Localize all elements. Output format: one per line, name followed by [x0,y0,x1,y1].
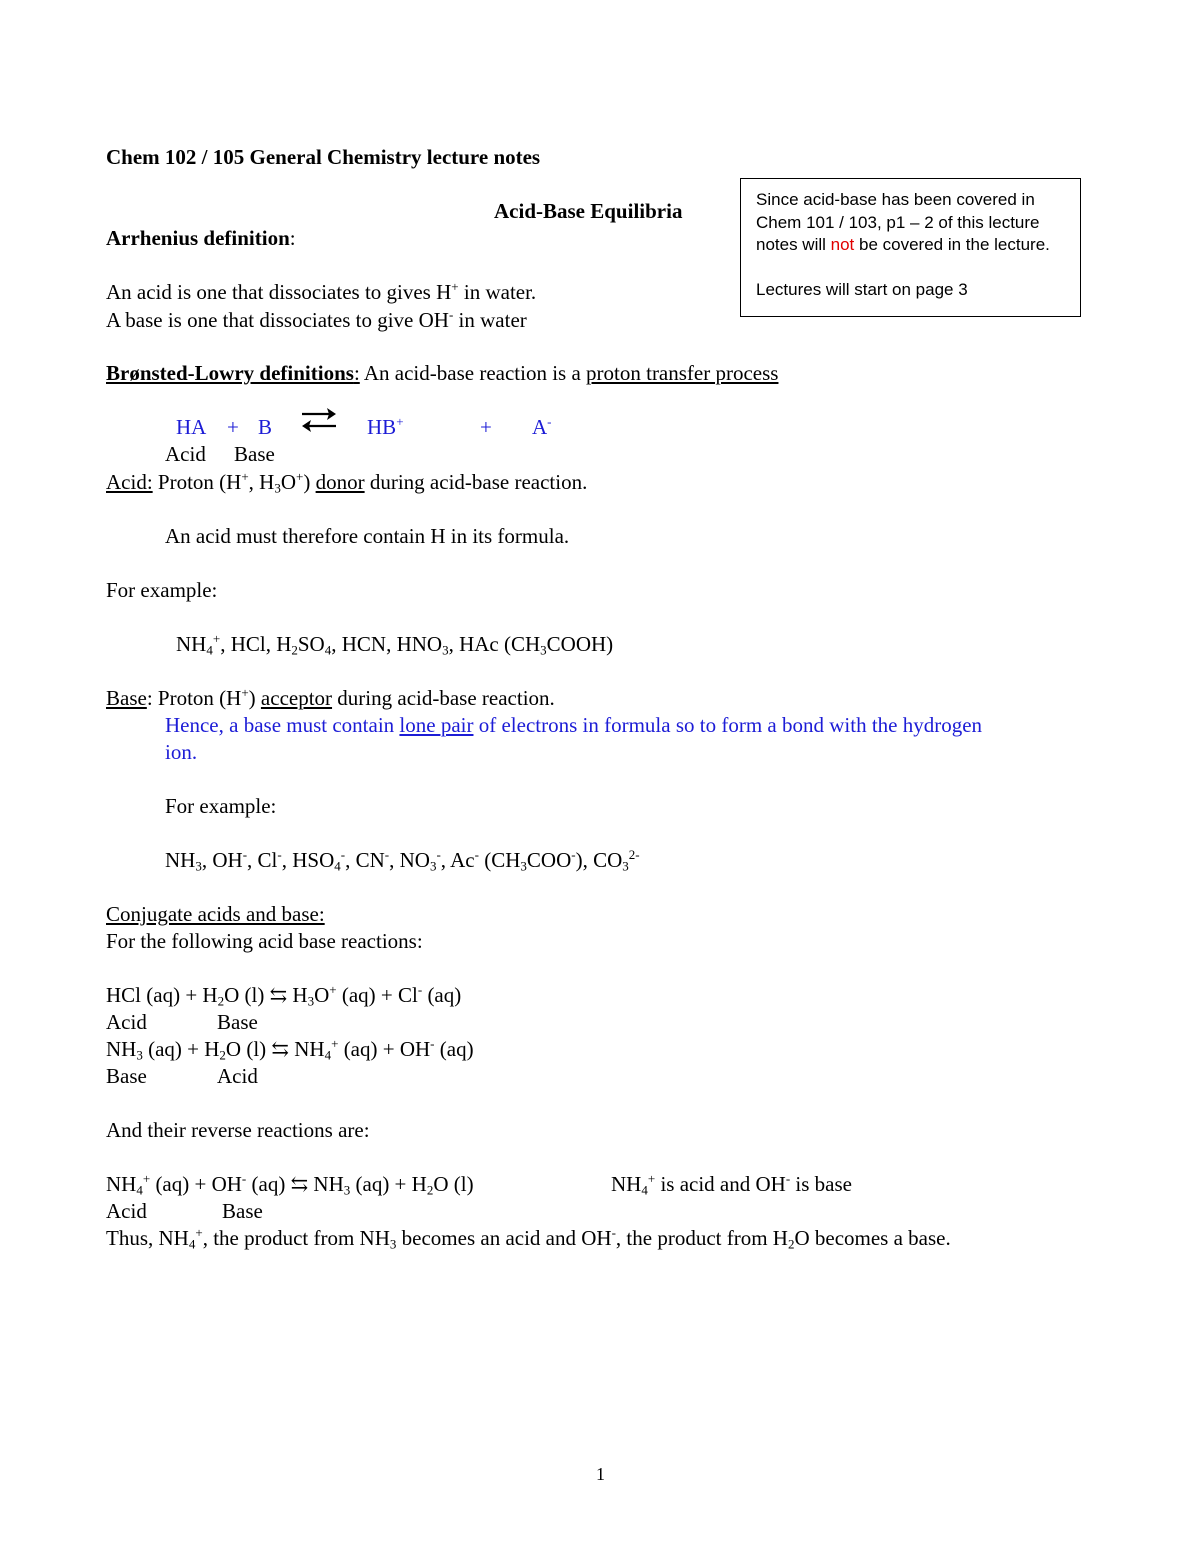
t: (aq) ⇆ NH [246,1172,344,1196]
sub: 4 [188,1236,196,1252]
proton-transfer-process: proton transfer process [586,361,779,385]
reverse-intro: And their reverse reactions are: [106,1118,370,1142]
sub: 3 [540,642,547,658]
t: Hence, a base must contain [165,713,400,737]
course-title: Chem 102 / 105 General Chemistry lecture notes [106,145,541,169]
bronsted-line [106,363,778,384]
reaction-3-label-acid: Acid [106,1199,147,1223]
note-line-2: Chem 101 / 103, p1 – 2 of this lecture [756,213,1040,232]
sup: - [340,847,346,863]
sup: + [142,1171,151,1187]
reaction-1-label-base: Base [217,1010,258,1034]
t: O (l) [433,1172,474,1196]
t: SO [297,632,325,656]
sub: 4 [641,1182,648,1198]
t: ) [303,470,316,494]
t: Proton (H [152,470,242,494]
t: during acid-base reaction. [364,470,588,494]
sub: 4 [206,642,213,658]
t: A base is one that dissociates to give OH [106,308,449,332]
acid-examples [176,631,614,658]
sup: + [212,631,221,647]
note-line-1: Since acid-base has been covered in [756,190,1035,209]
sup: + [329,982,337,998]
note-line-3-c: be covered in the lecture. [854,235,1050,254]
t: (CH [478,848,521,872]
acid-label: Acid: [106,470,153,494]
bronsted-text: An acid-base reaction is a [359,361,587,385]
sup: + [396,414,404,430]
sub: 3 [274,480,281,496]
conjugate-intro: For the following acid base reactions: [106,929,423,953]
arrhenius-acid [106,279,537,304]
t: in water. [458,280,537,304]
t: is base [790,1172,852,1196]
t: An acid is one that dissociates to gives H [106,280,452,304]
sup: - [785,1171,791,1187]
sup: - [241,1171,247,1187]
sub: 2 [291,642,298,658]
base-label: Base [106,686,147,710]
sup: + [647,1171,656,1187]
reaction-1 [106,982,462,1009]
sub: 3 [389,1236,397,1252]
sup: 2- [628,847,640,863]
t: NH [176,632,207,656]
note-line-4: Lectures will start on page 3 [756,280,968,299]
reaction-3 [106,1171,474,1198]
sub: 4 [324,1047,332,1063]
label-acid: Acid [165,442,206,466]
base-example-label: For example: [165,794,277,818]
bronsted-colon: : [353,361,360,385]
sup: - [277,847,282,863]
eq-hb [367,414,404,439]
sub: 3 [343,1182,351,1198]
t: : Proton (H [146,686,242,710]
note-line-3 [756,236,1050,253]
t: during acid-base reaction. [332,686,555,710]
sup: + [296,469,304,485]
t: , the product from H [615,1226,788,1250]
acid-must-contain-h: An acid must therefore contain H in its formula. [165,524,570,548]
eq-plus-2: + [480,415,492,439]
sub: 3 [429,858,437,874]
lone-pair-term: lone pair [399,713,474,737]
sup: - [417,982,423,998]
base-definition [106,685,555,710]
sub: 3 [136,1047,143,1063]
reaction-3-label-base: Base [222,1199,263,1223]
arrhenius-colon: : [289,226,296,250]
t: , HCl, H [220,632,292,656]
t: Thus, NH [106,1226,189,1250]
eq-a [532,414,552,439]
t: of electrons in formula so to form a bond with the hydrogen [473,713,983,737]
sup: - [430,1036,435,1052]
reaction-3-note [611,1171,852,1198]
sup: + [195,1225,203,1241]
eq-plus-1: + [227,415,239,439]
t: O [280,470,297,494]
t: , OH [201,848,243,872]
equilibrium-arrows-icon [298,404,340,436]
sup: - [474,847,479,863]
t: , Cl [247,848,278,872]
eq-b: B [258,415,273,439]
t: (aq) + H [142,1037,220,1061]
reaction-2-label-acid: Acid [217,1064,258,1088]
donor-term: donor [315,470,365,494]
t: , Ac [440,848,475,872]
t: COO [526,848,572,872]
bronsted-heading: Brønsted-Lowry definitions [106,361,354,385]
t: O (l) ⇆ H [224,983,308,1007]
acid-definition [106,469,588,496]
sub: 3 [195,858,202,874]
sub: 4 [334,858,341,874]
topic-title: Acid-Base Equilibria [494,199,683,223]
sub: 3 [622,858,629,874]
page-number: 1 [596,1464,605,1484]
t: , CN [345,848,385,872]
base-lone-pair-line [165,715,982,736]
t: (aq) + H [350,1172,427,1196]
sub: 2 [217,993,225,1009]
t: HCl (aq) + H [106,983,218,1007]
sup: + [241,685,249,701]
t: O (l) ⇆ NH [225,1037,325,1061]
t: , HAc (CH [448,632,541,656]
t: , HCN, HNO [331,632,443,656]
arrhenius-heading [106,228,296,249]
note-box [740,178,1081,317]
reaction-1-label-acid: Acid [106,1010,147,1034]
arrhenius-heading-text: Arrhenius definition [106,226,290,250]
sup: - [448,307,454,323]
t: is acid and OH [655,1172,786,1196]
sup: + [331,1036,339,1052]
base-examples [165,847,640,874]
t: , the product from NH [202,1226,390,1250]
t: (aq) [434,1037,474,1061]
sup: + [451,279,459,295]
sub: 2 [426,1182,434,1198]
conjugate-heading: Conjugate acids and base: [106,902,325,926]
t: ), CO [575,848,623,872]
t: in water [453,308,527,332]
t: (aq) + OH [338,1037,431,1061]
t: (aq) + OH [150,1172,242,1196]
sub: 4 [324,642,332,658]
t: , NO [389,848,430,872]
t: O becomes a base. [794,1226,951,1250]
sub: 4 [136,1182,143,1198]
sub: 3 [307,993,315,1009]
sup: - [571,847,576,863]
reaction-2-label-base: Base [106,1064,147,1088]
t: NH [106,1037,137,1061]
t: COOH) [546,632,614,656]
t: NH [106,1172,137,1196]
sup: + [241,469,249,485]
sup: - [436,847,441,863]
sub: 2 [787,1236,795,1252]
acceptor-term: acceptor [260,686,333,710]
t: , HSO [281,848,335,872]
eq-ha: HA [176,415,207,439]
conclusion-line [106,1225,951,1252]
sup: - [242,847,248,863]
t: NH [611,1172,642,1196]
t: becomes an acid and OH [396,1226,612,1250]
label-base: Base [234,442,275,466]
reaction-2 [106,1036,474,1063]
sup: - [611,1225,616,1241]
sub: 2 [219,1047,226,1063]
sup: - [547,414,552,430]
t: O [314,983,330,1007]
t: HB [367,415,397,439]
arrhenius-base [106,307,527,332]
t: NH [165,848,196,872]
acid-example-label: For example: [106,578,218,602]
sub: 3 [520,858,527,874]
base-lone-pair-line-2: ion. [165,740,198,764]
t: (aq) + Cl [336,983,418,1007]
t: (aq) [422,983,462,1007]
sup: - [384,847,390,863]
t: , H [248,470,275,494]
t: ) [248,686,261,710]
sub: 3 [442,642,449,658]
note-line-3-a: notes will [756,235,831,254]
note-not-emphasis: not [830,235,855,254]
t: A [532,415,548,439]
